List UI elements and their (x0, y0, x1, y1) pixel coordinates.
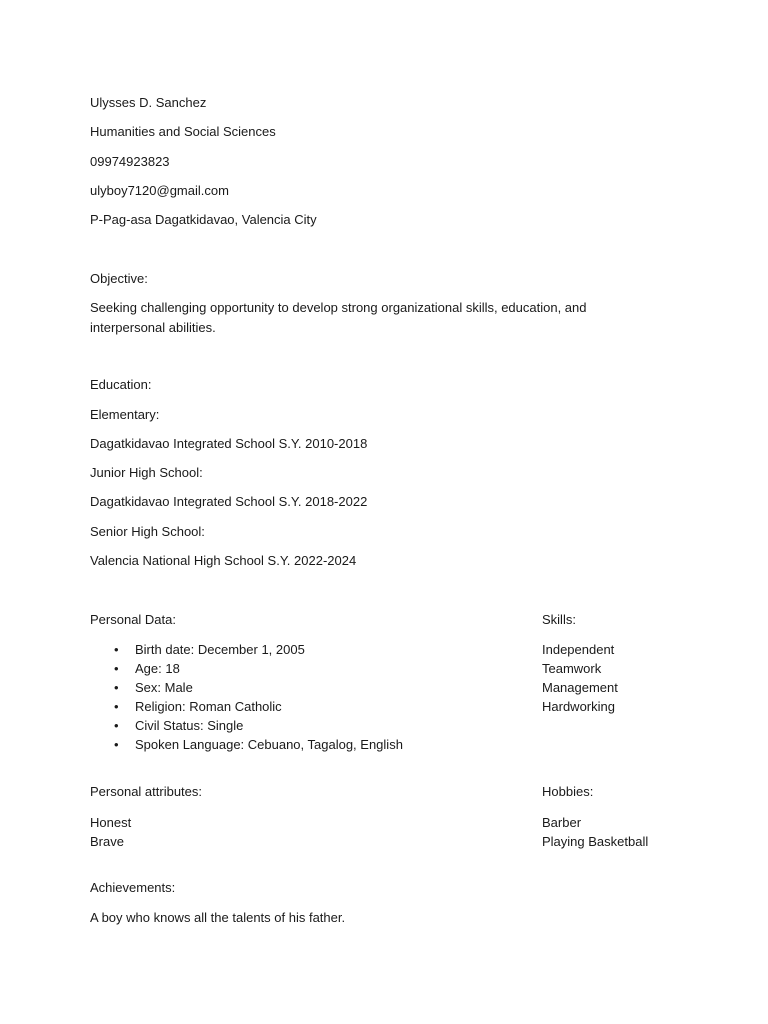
senior-high-label: Senior High School: (90, 524, 205, 539)
skill-item: Teamwork (542, 661, 602, 676)
list-item: • Spoken Language: Cebuano, Tagalog, English (114, 737, 403, 752)
senior-high-school: Valencia National High School S.Y. 2022-2024 (90, 553, 357, 568)
list-item: • Birth date: December 1, 2005 (114, 642, 305, 657)
bullet-icon: • (114, 642, 119, 657)
bullet-icon: • (114, 661, 119, 676)
list-item: • Civil Status: Single (114, 718, 244, 733)
objective-heading: Objective: (90, 271, 148, 286)
hobby-item: Playing Basketball (542, 834, 649, 849)
junior-high-label: Junior High School: (90, 465, 203, 480)
applicant-email: ulyboy7120@gmail.com (90, 183, 229, 198)
bullet-icon: • (114, 680, 119, 695)
attribute-item: Brave (90, 834, 124, 849)
list-item: • Religion: Roman Catholic (114, 699, 282, 714)
hobbies-heading: Hobbies: (542, 784, 594, 799)
applicant-name: Ulysses D. Sanchez (90, 95, 207, 110)
hobbies-list (542, 813, 648, 851)
attributes-heading: Personal attributes: (90, 784, 203, 799)
hobby-item: Barber (542, 815, 582, 830)
skills-list (542, 640, 618, 716)
objective-text: Seeking challenging opportunity to develop strong organizational skills, education, and interpersonal abilities. (90, 300, 587, 335)
personal-data-list (90, 640, 403, 754)
applicant-address: P-Pag-asa Dagatkidavao, Valencia City (90, 212, 317, 227)
personal-data-heading: Personal Data: (90, 612, 176, 627)
bullet-icon: • (114, 737, 119, 752)
attributes-list (90, 813, 131, 851)
skill-item: Independent (542, 642, 615, 657)
applicant-phone: 09974923823 (90, 154, 170, 169)
bullet-icon: • (114, 718, 119, 733)
attribute-item: Honest (90, 815, 132, 830)
achievements-text: A boy who knows all the talents of his father. (90, 910, 346, 925)
education-heading: Education: (90, 377, 152, 392)
skill-item: Management (542, 680, 618, 695)
list-item: • Sex: Male (114, 680, 193, 695)
elementary-label: Elementary: (90, 407, 160, 422)
achievements-heading: Achievements: (90, 880, 176, 895)
applicant-strand: Humanities and Social Sciences (90, 124, 276, 139)
skills-heading: Skills: (542, 612, 576, 627)
junior-high-school: Dagatkidavao Integrated School S.Y. 2018-2022 (90, 494, 368, 509)
elementary-school: Dagatkidavao Integrated School S.Y. 2010-2018 (90, 436, 368, 451)
bullet-icon: • (114, 699, 119, 714)
list-item: • Age: 18 (114, 661, 180, 676)
skill-item: Hardworking (542, 699, 615, 714)
